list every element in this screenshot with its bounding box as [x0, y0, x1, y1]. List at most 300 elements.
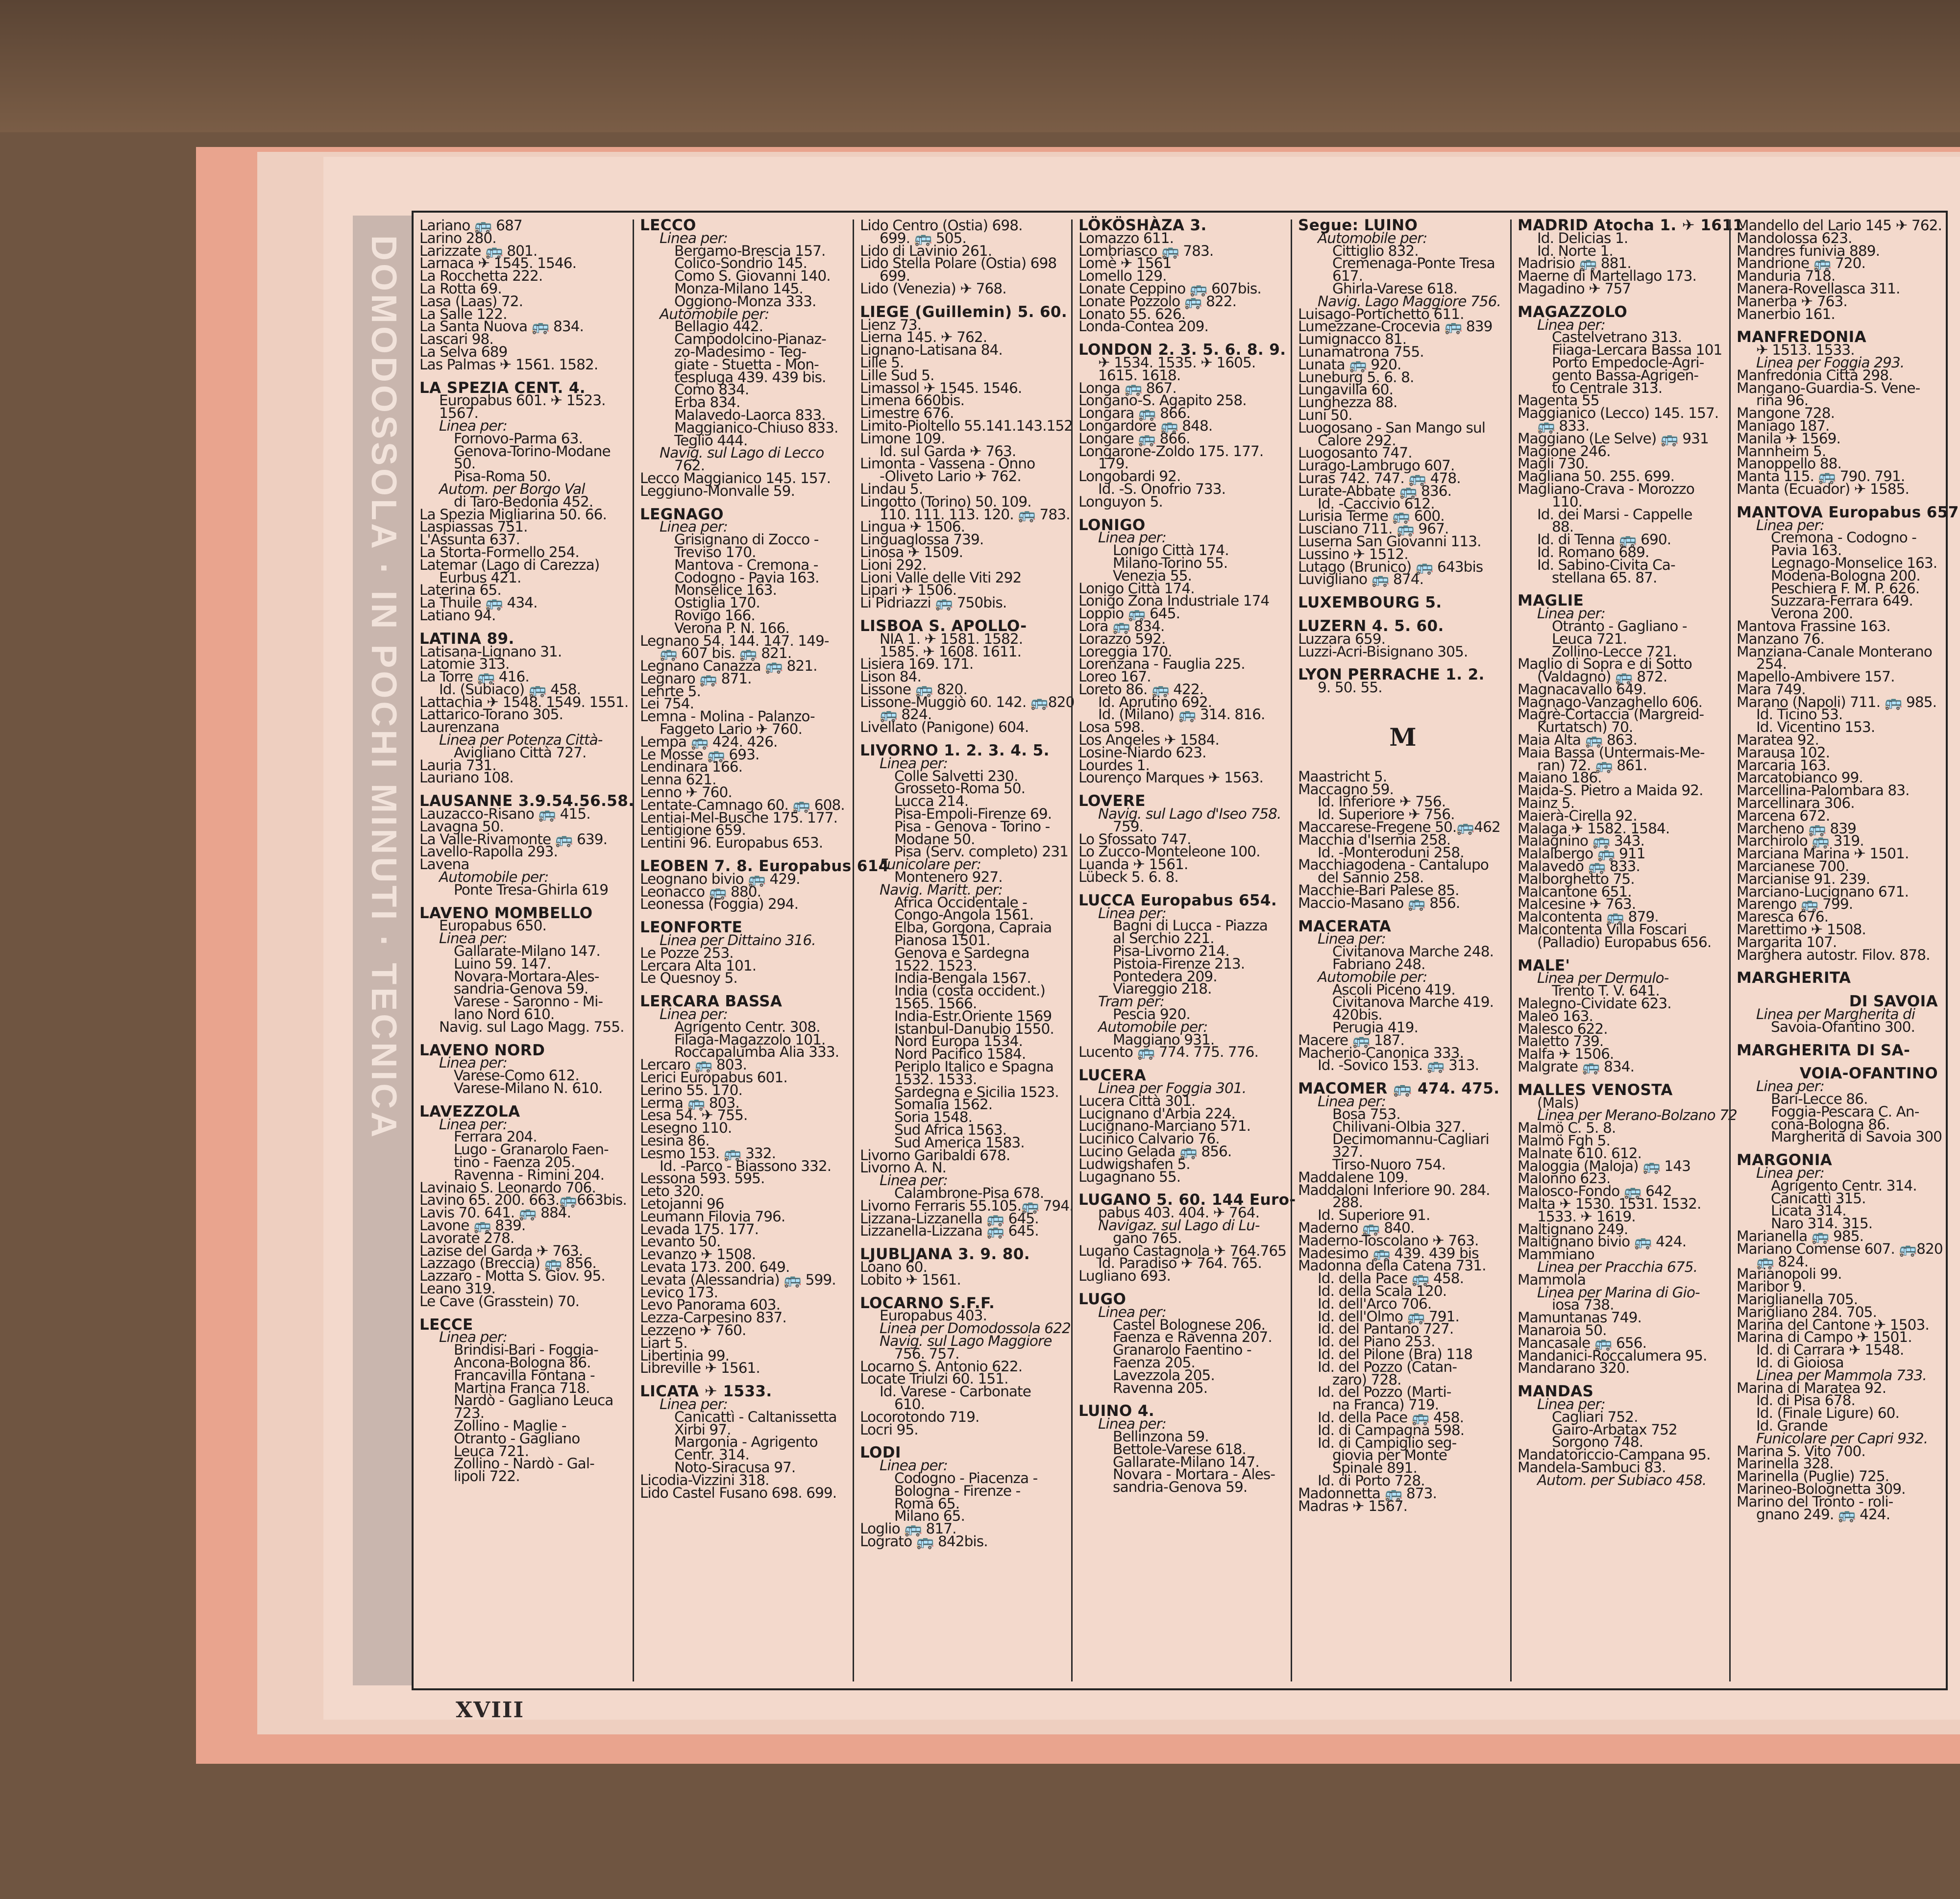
index-entry: Mandres funivia 889.: [1737, 242, 1880, 259]
index-entry: Lido (Venezia) ✈ 768.: [860, 280, 1006, 297]
line-type-label: Linea per:: [660, 518, 728, 536]
index-entry: Lattachia ✈ 1548. 1549. 1551.: [419, 693, 629, 710]
station-heading: LERCARA BASSA: [640, 993, 783, 1011]
line-type-label: Funicolare per Capri 932.: [1756, 1430, 1928, 1447]
index-sub-entry: 617.: [1332, 268, 1363, 285]
index-entry: Luanda ✈ 1561.: [1078, 856, 1188, 873]
index-entry: Lesina 86.: [640, 1132, 710, 1149]
index-sub-entry: Licata 314.: [1771, 1202, 1846, 1219]
index-sub-entry: Fornovo-Parma 63.: [454, 430, 583, 447]
index-entry: La Storta-Formello 254.: [419, 543, 579, 560]
index-entry: Luisago-Portichetto 611.: [1298, 305, 1464, 322]
index-sub-entry: Europabus 403.: [880, 1307, 987, 1324]
index-entry: Marcellinara 306.: [1737, 795, 1855, 812]
index-sub-entry: Novara-Mortara-Ales-: [454, 968, 599, 985]
index-entry: Levanzo ✈ 1508.: [640, 1246, 756, 1263]
index-entry: Lesegno 110.: [640, 1120, 732, 1137]
index-entry: Lizzanella-Lizzana 🚌 645.: [860, 1222, 1039, 1240]
index-entry: Lido Castel Fusano 698. 699.: [640, 1484, 837, 1501]
index-entry: Maresca 676.: [1737, 908, 1829, 925]
index-entry: Malcontenta Villa Foscari: [1518, 921, 1687, 938]
index-entry: Malalbergo 🚌 911: [1518, 845, 1645, 862]
index-entry: Luni 50.: [1298, 406, 1352, 423]
line-type-label: Linea per:: [1098, 904, 1166, 922]
line-type-label: Linea per Domodossola 622: [880, 1320, 1071, 1337]
index-entry: Latisana-Lignano 31.: [419, 643, 562, 660]
index-sub-entry: Id. dell'Olmo 🚌 791.: [1318, 1308, 1459, 1325]
index-entry: Mara 749.: [1737, 681, 1806, 698]
station-heading: LATINA 89.: [419, 630, 514, 648]
index-entry: Lentigione 659.: [640, 822, 746, 839]
index-entry: Maniago 187.: [1737, 417, 1830, 434]
index-entry: Longardore 🚌 848.: [1078, 417, 1213, 434]
index-sub-entry: Foggia-Pescara C. An-: [1771, 1103, 1919, 1120]
index-entry: Lesmo 153. 🚌 332.: [640, 1144, 776, 1162]
index-entry: Locri 95.: [860, 1421, 918, 1438]
index-entry: Lendinara 166.: [640, 758, 743, 776]
index-sub-entry: Colico-Sondrio 145.: [674, 255, 808, 272]
line-type-label: Automobile per:: [439, 869, 549, 886]
index-entry: Lienz 73.: [860, 316, 922, 333]
index-column-5: [1291, 219, 1510, 1681]
index-sub-entry: Bologna - Firenze -: [894, 1482, 1021, 1499]
index-entry: Malgrate 🚌 834.: [1518, 1058, 1635, 1075]
index-entry: La Torre 🚌 416.: [419, 668, 529, 685]
index-sub-entry: lipoli 722.: [454, 1468, 520, 1485]
index-entry: Longobardi 92.: [1078, 468, 1181, 485]
index-sub-entry: gento Bassa-Agrigen-: [1552, 366, 1699, 384]
station-heading: LIEGE (Guillemin) 5. 60.: [860, 303, 1068, 321]
line-type-label: Linea per:: [1537, 316, 1605, 333]
index-entry: Lioni Valle delle Viti 292: [860, 569, 1022, 586]
index-sub-entry: 1532. 1533.: [894, 1071, 977, 1088]
index-sub-entry: Bellagio 442.: [674, 318, 763, 335]
index-sub-entry: 88.: [1552, 518, 1574, 536]
index-entry: Lingotto (Torino) 50. 109.: [860, 493, 1031, 510]
index-sub-entry: Bettole-Varese 618.: [1113, 1440, 1246, 1458]
index-entry: Malaga ✈ 1582. 1584.: [1518, 820, 1670, 837]
index-entry: Mandela-Sambuci 83.: [1518, 1459, 1666, 1476]
index-sub-entry: Id. Sabino-Civita Ca-: [1537, 556, 1675, 573]
index-sub-entry: Congo-Angola 1561.: [894, 906, 1034, 924]
index-entry: Marcatobianco 99.: [1737, 769, 1863, 786]
index-sub-entry: Bergamo-Brescia 157.: [674, 242, 826, 259]
index-entry: Levanto 50.: [640, 1233, 721, 1250]
index-entry: Licodia-Vizzini 318.: [640, 1471, 769, 1488]
index-sub-entry: Id. di Campiglio seg-: [1318, 1434, 1457, 1451]
index-entry: Mandrione 🚌 720.: [1737, 255, 1865, 272]
index-entry: Mangone 728.: [1737, 405, 1835, 422]
index-sub-entry: Verona 200.: [1771, 605, 1853, 622]
index-sub-entry: Pisa-Empoli-Firenze 69.: [894, 805, 1052, 823]
index-sub-entry: Id. sul Garda ✈ 763.: [880, 442, 1016, 460]
index-sub-entry: 110. 111. 113. 120. 🚌 783.: [880, 506, 1070, 523]
index-entry: Malfa ✈ 1506.: [1518, 1046, 1614, 1063]
station-heading: LUINO 4.: [1078, 1402, 1154, 1420]
index-entry: Lurago-Lambrugo 607.: [1298, 457, 1455, 474]
index-entry: Mandolossa 623.: [1737, 229, 1852, 246]
index-entry: Marcianise 91. 239.: [1737, 870, 1870, 887]
station-heading: MADRID Atocha 1. ✈ 1611: [1518, 217, 1744, 234]
index-entry: Lazzago (Breccia) 🚌 856.: [419, 1255, 596, 1272]
index-entry: Mannheim 5.: [1737, 442, 1826, 460]
index-entry: Legnano 54. 144. 147. 149-: [640, 632, 829, 649]
line-type-label: Linea per:: [1318, 1093, 1386, 1110]
index-sub-entry: 756. 757.: [894, 1345, 959, 1362]
index-entry: Li Pidriazzi 🚌 750bis.: [860, 594, 1007, 611]
line-type-label: Linea per:: [439, 1116, 507, 1133]
index-sub-entry: Id. Superiore ✈ 756.: [1318, 806, 1455, 823]
index-entry: Lille Sud 5.: [860, 366, 934, 384]
side-banner-text: DOMODOSSOLA · IN POCHI MINUTI · TECNICA: [364, 235, 403, 1141]
index-entry: Luvigliano 🚌 874.: [1298, 571, 1424, 588]
station-heading: MALLES VENOSTA: [1518, 1081, 1673, 1099]
index-entry: Lezza-Carpesino 837.: [640, 1309, 786, 1326]
index-entry: Magnacavallo 649.: [1518, 681, 1647, 698]
index-entry: Mammiano: [1518, 1246, 1594, 1263]
index-entry: La Salle 122.: [419, 305, 507, 322]
station-heading: LUXEMBOURG 5.: [1298, 594, 1442, 612]
index-sub-entry: Grosseto-Roma 50.: [894, 780, 1026, 797]
index-sub-entry: Treviso 170.: [674, 543, 756, 560]
index-sub-entry: 50.: [454, 455, 476, 472]
index-entry: Marchirolo 🚌 319.: [1737, 832, 1864, 850]
index-entry: Marengo 🚌 799.: [1737, 896, 1853, 913]
line-type-label: Linea per:: [439, 1329, 507, 1346]
index-entry: Lenno ✈ 760.: [640, 784, 732, 801]
section-letter: M: [1389, 722, 1416, 752]
index-sub-entry: Leuca 721.: [1552, 630, 1627, 647]
index-sub-entry: Bagni di Lucca - Piazza: [1113, 917, 1268, 934]
index-entry: Maloggia (Maloja) 🚌 143: [1518, 1157, 1691, 1174]
index-sub-entry: Trento T. V. 641.: [1552, 982, 1660, 999]
index-entry: Limone 109.: [860, 430, 945, 447]
index-sub-entry: 254.: [1756, 656, 1787, 673]
line-type-label: Linea per:: [660, 1006, 728, 1023]
index-entry: Levo Panorama 603.: [640, 1296, 781, 1314]
index-sub-entry: Cremona - Codogno -: [1771, 529, 1917, 546]
index-entry: Lomello 129.: [1078, 268, 1167, 285]
index-sub-entry: Id. -Monteroduni 258.: [1318, 844, 1464, 861]
index-entry: Lerino 55. 170.: [640, 1081, 742, 1098]
station-heading: LODI: [860, 1444, 901, 1462]
index-sub-entry: 9. 50. 55.: [1318, 679, 1382, 696]
index-sub-entry: Tirso-Nuoro 754.: [1332, 1156, 1446, 1173]
index-sub-entry: Savoia-Ofantino 300.: [1771, 1018, 1915, 1035]
line-type-label: Linea per Dittaino 316.: [660, 932, 816, 949]
index-entry: Lunata 🚌 920.: [1298, 356, 1401, 373]
index-entry: Lo Sfossato 747.: [1078, 830, 1191, 848]
index-entry: Manziana-Canale Monterano: [1737, 643, 1932, 660]
index-entry: Lisiera 169. 171.: [860, 656, 974, 673]
index-entry: Lauriano 108.: [419, 769, 514, 786]
station-heading: LECCO: [640, 217, 696, 234]
index-sub-entry: Id. Inferiore ✈ 756.: [1318, 793, 1446, 810]
index-sub-entry: Id. (Subiaco) 🚌 458.: [439, 681, 581, 698]
index-entry: Lavone 🚌 839.: [419, 1217, 526, 1234]
index-entry: Lemna - Molina - Palanzo-: [640, 708, 815, 725]
line-type-label: Linea per:: [1098, 1303, 1166, 1320]
index-sub-entry: Roccapalumba Alia 333.: [674, 1044, 839, 1061]
index-sub-entry: sandria-Genova 59.: [1113, 1479, 1248, 1496]
index-entry: Lobito ✈ 1561.: [860, 1271, 961, 1288]
line-type-label: Linea per:: [439, 417, 507, 434]
index-entry: Luogosanto 747.: [1298, 444, 1412, 462]
index-sub-entry: Id. Grande: [1756, 1417, 1828, 1434]
index-entry: Macere 🚌 187.: [1298, 1031, 1404, 1048]
index-sub-entry: Noto-Siracusa 97.: [674, 1459, 796, 1476]
index-sub-entry: Otranto - Gagliano -: [1552, 617, 1687, 634]
station-heading: LUZERN 4. 5. 60.: [1298, 617, 1444, 635]
index-entry: Lavorate 278.: [419, 1229, 514, 1246]
index-entry: Lucino Gelada 🚌 856.: [1078, 1143, 1232, 1160]
index-sub-entry: Id. Romano 689.: [1537, 543, 1649, 560]
index-entry: Manzano 76.: [1737, 630, 1824, 647]
index-sub-entry: Id. Paradiso ✈ 764. 765.: [1098, 1255, 1262, 1272]
index-entry: Maddalene 109.: [1298, 1169, 1408, 1186]
index-sub-entry: to Centrale 313.: [1552, 379, 1663, 396]
index-sub-entry: NIA 1. ✈ 1581. 1582.: [880, 630, 1023, 647]
index-sub-entry: Id. Ticino 53.: [1756, 706, 1843, 723]
index-entry: Mamuntanas 749.: [1518, 1309, 1642, 1326]
index-sub-entry: Viareggio 218.: [1113, 980, 1212, 998]
index-entry: Longano-S. Agapito 258.: [1078, 392, 1247, 409]
index-entry: Margarita 107.: [1737, 933, 1837, 950]
index-entry: Lioni 292.: [860, 556, 927, 573]
index-sub-entry: Francavilla Fontana -: [454, 1366, 595, 1384]
index-sub-entry: Lucca 214.: [894, 793, 969, 810]
index-entry: Laurenzana: [419, 719, 499, 736]
index-sub-entry: Naro 314. 315.: [1771, 1215, 1873, 1232]
station-heading: MARGHERITA DI SA-: [1737, 1041, 1911, 1059]
index-sub-entry: Id. della Pace 🚌 458.: [1318, 1409, 1464, 1426]
index-entry: Lignano-Latisana 84.: [860, 341, 1003, 359]
index-sub-entry: Navig. sul Lago Magg. 755.: [439, 1018, 624, 1035]
line-type-label: Linea per:: [439, 930, 507, 947]
index-entry: Macchie-Bari Palese 85.: [1298, 882, 1459, 899]
index-sub-entry: India-Bengala 1567.: [894, 970, 1031, 987]
index-entry: Lo Zucco-Monteleone 100.: [1078, 843, 1260, 860]
index-entry: Lusciano 711. 🚌 967.: [1298, 520, 1449, 537]
index-entry: Marciano-Lucignano 671.: [1737, 883, 1909, 900]
index-entry: Leano 319.: [419, 1280, 495, 1297]
index-sub-entry: del Sannio 258.: [1318, 869, 1424, 886]
index-entry: Mandanici-Roccalumera 95.: [1518, 1347, 1707, 1364]
index-entry: Maccio-Masano 🚌 856.: [1298, 894, 1460, 911]
index-entry: Liart 5.: [640, 1334, 687, 1351]
index-entry: La Selva 689: [419, 343, 508, 360]
index-entry: Loreggia 170.: [1078, 643, 1172, 660]
index-entry: Maida-S. Pietro a Maida 92.: [1518, 782, 1703, 799]
index-entry: Lecco Maggianico 145. 157.: [640, 469, 831, 487]
index-entry: Madrisio 🚌 881.: [1518, 255, 1631, 272]
index-sub-entry: giovia per Monte: [1332, 1447, 1447, 1464]
index-sub-entry: Novara - Mortara - Ales-: [1113, 1466, 1275, 1483]
index-sub-entry: Milano 65.: [894, 1508, 965, 1525]
index-entry: Manerba ✈ 763.: [1737, 292, 1847, 310]
station-heading: LUGO: [1078, 1290, 1127, 1308]
index-entry: Malegno-Cividate 623.: [1518, 995, 1671, 1012]
index-entry: Levico 173.: [640, 1284, 718, 1301]
index-entry: Lempa 🚌 424. 426.: [640, 733, 778, 750]
index-entry: Lissone 🚌 820.: [860, 681, 967, 698]
index-entry: Latiano 94.: [419, 607, 496, 624]
index-sub-entry: Varese - Saronno - Mi-: [454, 993, 603, 1010]
index-entry: Locate Triulzi 60. 151.: [860, 1370, 1008, 1388]
index-entry: Lercaro 🚌 803.: [640, 1056, 747, 1073]
index-entry: Lucignano-Marciano 571.: [1078, 1118, 1251, 1135]
index-sub-entry: Verona P. N. 166.: [674, 619, 789, 636]
index-entry: Malnate 610. 612.: [1518, 1144, 1642, 1162]
index-entry: Malmö Fgh 5.: [1518, 1132, 1611, 1149]
index-entry: Marina di Campo ✈ 1501.: [1737, 1329, 1912, 1346]
index-sub-entry: Castelvetrano 313.: [1552, 329, 1682, 346]
index-sub-entry: Centr. 314.: [674, 1446, 749, 1463]
index-sub-entry: 1565. 1566.: [894, 995, 977, 1012]
index-sub-entry: Id. (Finale Ligure) 60.: [1756, 1405, 1899, 1422]
index-sub-entry: ran) 72. 🚌 861.: [1537, 756, 1647, 774]
index-sub-entry: Agrigento Centr. 308.: [674, 1018, 820, 1035]
index-sub-entry: 1522. 1523.: [894, 957, 977, 974]
index-sub-entry: (Valdagno) 🚌 872.: [1537, 668, 1667, 685]
station-heading: LAUSANNE 3.9.54.56.58.: [419, 792, 635, 810]
station-heading: LIVORNO 1. 2. 3. 4. 5.: [860, 742, 1050, 760]
index-entry: Maierà-Cirella 92.: [1518, 807, 1637, 824]
index-sub-entry: 🚌 833.: [1537, 417, 1590, 434]
index-sub-entry: Pianosa 1501.: [894, 932, 990, 949]
index-sub-entry: 110.: [1552, 493, 1583, 510]
index-sub-entry: Somalia 1562.: [894, 1096, 993, 1113]
index-entry: Lonato 55. 626.: [1078, 305, 1186, 322]
index-entry: Malcontenta 🚌 879.: [1518, 908, 1659, 925]
index-entry: Lussino ✈ 1512.: [1298, 545, 1408, 562]
index-entry: Lauria 731.: [419, 756, 496, 774]
station-heading: LOCARNO S.F.F.: [860, 1294, 995, 1312]
index-sub-entry: Margherita di Savoia 300: [1771, 1128, 1942, 1145]
index-entry: La Rotta 69.: [419, 280, 502, 297]
index-entry: Marettimo ✈ 1508.: [1737, 921, 1866, 938]
index-sub-entry: 420bis.: [1332, 1006, 1382, 1023]
station-heading: MARGONIA: [1737, 1151, 1833, 1169]
index-entry: Lucera Città 301.: [1078, 1092, 1196, 1109]
index-sub-entry: tespluga 439. 439 bis.: [674, 368, 826, 386]
station-heading: DI SAVOIA: [1849, 993, 1938, 1011]
index-entry: Magliano-Crava - Morozzo: [1518, 480, 1694, 497]
index-sub-entry: Varese-Como 612.: [454, 1067, 579, 1084]
index-sub-entry: Sardegna e Sicilia 1523.: [894, 1083, 1059, 1100]
index-entry: Magenta 55: [1518, 392, 1599, 409]
index-sub-entry: India (costa occident.): [894, 982, 1045, 999]
index-sub-entry: 179.: [1098, 455, 1129, 472]
index-entry: Madonnetta 🚌 873.: [1298, 1485, 1437, 1502]
index-sub-entry: 🚌 824.: [880, 706, 932, 723]
index-entry: Macchiagodena - Cantalupo: [1298, 856, 1489, 874]
station-heading: LEONFORTE: [640, 919, 743, 937]
index-entry: Marausa 102.: [1737, 744, 1830, 761]
line-type-label: Navig. sul Lago Maggiore: [880, 1332, 1052, 1349]
index-sub-entry: Milano-Torino 55.: [1113, 554, 1228, 571]
index-entry: Lasa (Laas) 72.: [419, 292, 523, 310]
index-entry: Libertinia 99.: [640, 1347, 730, 1364]
index-column-1: [414, 219, 633, 1681]
index-entry: Limestre 676.: [860, 405, 954, 422]
line-type-label: Linea per:: [880, 755, 948, 772]
index-entry: Luogosano - San Mango sul: [1298, 419, 1486, 436]
index-sub-entry: -Oliveto Lario ✈ 762.: [880, 468, 1021, 485]
index-sub-entry: Nord Europa 1534.: [894, 1033, 1023, 1050]
index-entry: Manera-Rovellasca 311.: [1737, 280, 1900, 297]
line-type-label: Linea per:: [660, 229, 728, 246]
index-entry: Le Mosse 🚌 693.: [640, 746, 760, 763]
index-entry: Lumezzane-Crocevia 🚌 839: [1298, 318, 1493, 335]
index-sub-entry: Leuca 721.: [454, 1442, 529, 1460]
index-entry: Lunamatrona 755.: [1298, 343, 1424, 360]
index-entry: Malonno 623.: [1518, 1170, 1611, 1187]
index-entry: Lison 84.: [860, 668, 921, 685]
background-top: [0, 0, 1960, 132]
index-sub-entry: Bosa 753.: [1332, 1105, 1400, 1122]
index-entry: Luneburg 5. 6. 8.: [1298, 368, 1414, 386]
index-sub-entry: Peschiera F. M. P. 626.: [1771, 580, 1920, 597]
index-sub-entry: ✈ 1513. 1533.: [1756, 341, 1855, 359]
index-entry: Maderno-Toscolano ✈ 763.: [1298, 1232, 1479, 1249]
index-sub-entry: Cremenaga-Ponte Tresa: [1332, 255, 1495, 272]
index-entry: Lehrte 5.: [640, 682, 701, 700]
index-sub-entry: Ponte Tresa-Ghirla 619: [454, 881, 609, 898]
index-sub-entry: 1567.: [439, 405, 478, 422]
index-entry: Lavena: [419, 856, 469, 873]
index-entry: Longuyon 5.: [1078, 493, 1163, 510]
index-entry: Lido Stella Polare (Ostia) 698: [860, 255, 1057, 272]
index-sub-entry: Id. Superiore 91.: [1318, 1207, 1430, 1224]
line-type-label: Linea per Foggia 301.: [1098, 1080, 1247, 1096]
index-entry: La Santa Nuova 🚌 834.: [419, 318, 584, 335]
index-sub-entry: Pisa - Genova - Torino -: [894, 818, 1050, 835]
index-entry: Livorno Ferraris 55.105.🚌 794.: [860, 1197, 1074, 1214]
index-entry: Lorazzo 592.: [1078, 630, 1166, 647]
index-sub-entry: Id. -Sovico 153. 🚌 313.: [1318, 1057, 1479, 1074]
index-sub-entry: Chilivani-Olbia 327.: [1332, 1118, 1466, 1135]
index-entry: Marinella (Puglie) 725.: [1737, 1468, 1889, 1485]
index-entry: Marinella 328.: [1737, 1455, 1834, 1472]
index-entry: Lorenzana - Fauglia 225.: [1078, 656, 1245, 673]
index-entry: Malagnino 🚌 343.: [1518, 832, 1644, 850]
line-type-label: Navig. sul Lago di Lecco: [660, 444, 824, 462]
index-sub-entry: 610.: [894, 1395, 925, 1412]
line-type-label: Linea per:: [660, 1395, 728, 1412]
index-sub-entry: Ghirla-Varese 618.: [1332, 280, 1458, 297]
index-entry: Larnaca ✈ 1545. 1546.: [419, 255, 577, 272]
index-sub-entry: India-Estr.Oriente 1569: [894, 1007, 1052, 1024]
index-entry: Marcaria 163.: [1737, 756, 1831, 774]
index-entry: Levata 173. 200. 649.: [640, 1258, 790, 1275]
index-sub-entry: Cittiglio 832.: [1332, 242, 1419, 259]
index-entry: Lugagnano 55.: [1078, 1168, 1181, 1185]
index-sub-entry: Id. di Campagna 598.: [1318, 1421, 1465, 1438]
index-entry: Magnago-Vanzaghello 606.: [1518, 693, 1702, 710]
line-type-label: Funicolare per:: [880, 856, 981, 873]
index-sub-entry: tino - Faenza 205.: [454, 1153, 575, 1170]
index-entry: Locarno S. Antonio 622.: [860, 1358, 1023, 1375]
index-entry: Latemar (Lago di Carezza): [419, 556, 600, 573]
index-entry: Magione 246.: [1518, 442, 1611, 460]
index-sub-entry: 288.: [1332, 1194, 1363, 1211]
line-type-label: Linea per Pracchia 675.: [1537, 1258, 1698, 1275]
index-entry: Longara 🚌 866.: [1078, 405, 1191, 422]
index-entry: Magli 730.: [1518, 455, 1589, 472]
page-number: XVIII: [456, 1698, 525, 1723]
index-sub-entry: Pisa (Serv. completo) 231: [894, 843, 1068, 860]
